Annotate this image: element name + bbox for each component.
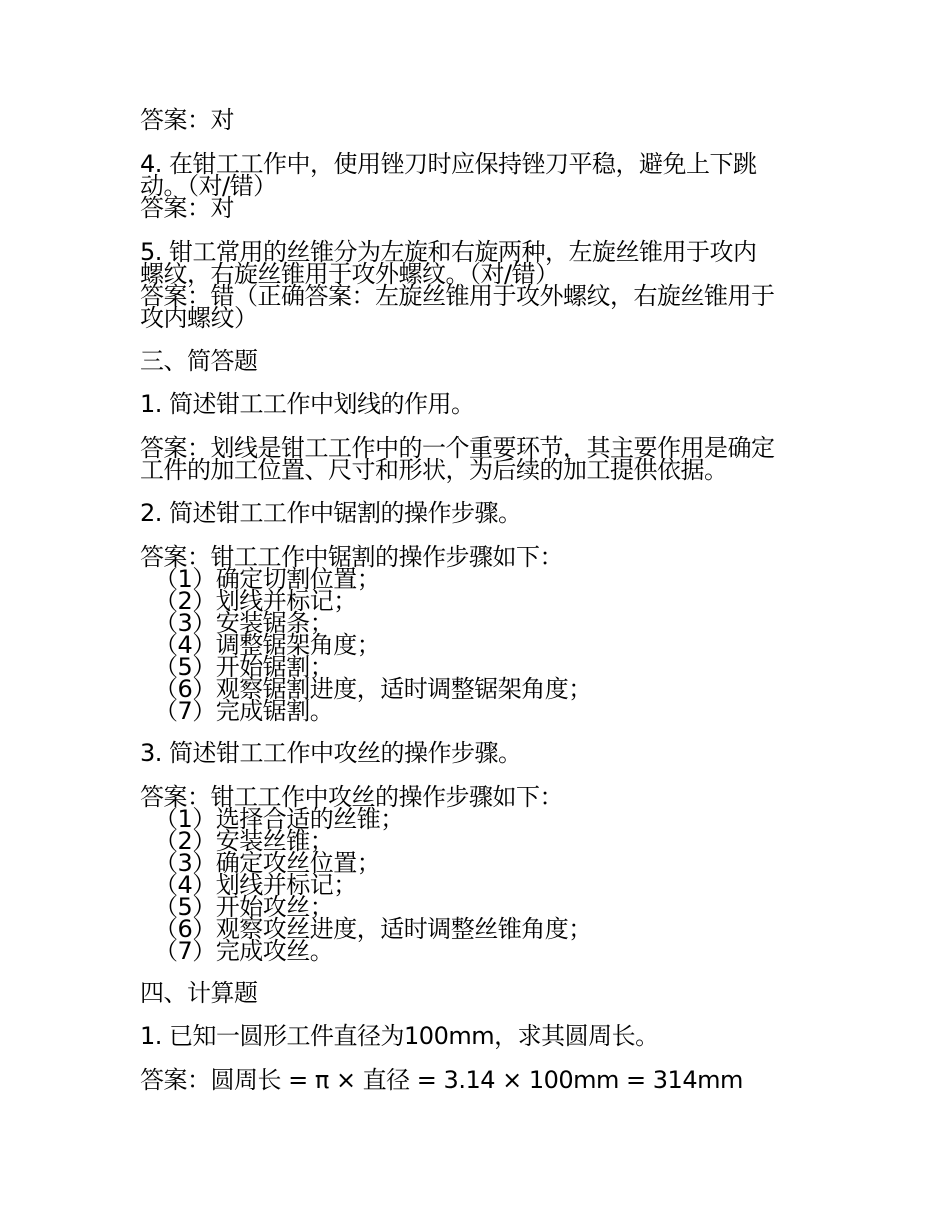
question-line: 3. 简述钳工工作中攻丝的操作步骤。 (140, 739, 522, 767)
list-item: （7）完成锯割。 (154, 697, 334, 725)
question-line: 动。（对/错） (140, 172, 277, 200)
answer-line: 攻内螺纹） (140, 304, 258, 332)
question-line: 5. 钳工常用的丝锥分为左旋和右旋两种，左旋丝锥用于攻内 (140, 238, 757, 266)
document-page (140, 0, 820, 1230)
question-line: 2. 简述钳工工作中锯割的操作步骤。 (140, 499, 522, 527)
answer-line: 答案：错（正确答案：左旋丝锥用于攻外螺纹，右旋丝锥用于 (140, 282, 775, 310)
answer-line: 答案：对 (140, 106, 234, 134)
list-item: （4）划线并标记； (154, 871, 357, 899)
list-item: （1）选择合适的丝锥； (154, 805, 404, 833)
question-line: 1. 简述钳工工作中划线的作用。 (140, 390, 475, 418)
answer-line: 答案：钳工工作中锯割的操作步骤如下： (140, 543, 563, 571)
list-item: （2）划线并标记； (154, 587, 357, 615)
section-heading: 四、计算题 (140, 979, 258, 1007)
list-item: （5）开始锯割； (154, 653, 334, 681)
list-item: （5）开始攻丝； (154, 893, 334, 921)
list-item: （7）完成攻丝。 (154, 937, 334, 965)
list-item: （4）调整锯架角度； (154, 631, 381, 659)
list-item: （3）安装锯条； (154, 609, 334, 637)
answer-line: 工件的加工位置、尺寸和形状，为后续的加工提供依据。 (140, 456, 728, 484)
answer-line: 答案：划线是钳工工作中的一个重要环节，其主要作用是确定 (140, 434, 775, 462)
answer-line: 答案：圆周长 = π × 直径 = 3.14 × 100mm = 314mm (140, 1066, 743, 1094)
question-line: 4. 在钳工工作中，使用锉刀时应保持锉刀平稳，避免上下跳 (140, 150, 757, 178)
question-line: 螺纹，右旋丝锥用于攻外螺纹。（对/错） (140, 260, 559, 288)
list-item: （3）确定攻丝位置； (154, 849, 381, 877)
answer-line: 答案：钳工工作中攻丝的操作步骤如下： (140, 783, 563, 811)
answer-line: 答案：对 (140, 194, 234, 222)
list-item: （1）确定切割位置； (154, 565, 381, 593)
list-item: （2）安装丝锥； (154, 827, 334, 855)
list-item: （6）观察锯割进度，适时调整锯架角度； (154, 675, 592, 703)
section-heading: 三、简答题 (140, 347, 258, 375)
list-item: （6）观察攻丝进度，适时调整丝锥角度； (154, 915, 592, 943)
question-line: 1. 已知一圆形工件直径为100mm，求其圆周长。 (140, 1022, 659, 1050)
